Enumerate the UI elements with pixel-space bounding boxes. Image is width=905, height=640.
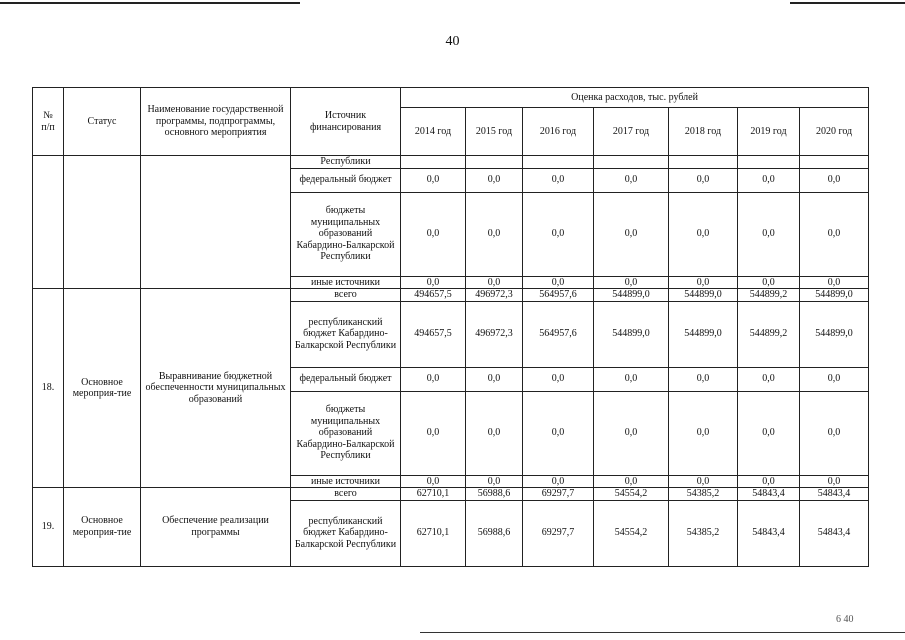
top-rule — [0, 2, 300, 4]
amount-cell: 0,0 — [401, 276, 466, 289]
amount-cell: 62710,1 — [401, 500, 466, 566]
amount-cell: 69297,7 — [523, 488, 594, 501]
amount-cell: 544899,2 — [738, 289, 800, 302]
amount-cell: 496972,3 — [466, 301, 523, 367]
amount-cell: 0,0 — [401, 391, 466, 475]
table-row — [33, 488, 869, 501]
amount-cell: 54843,4 — [800, 488, 869, 501]
funding-source: всего — [291, 289, 401, 302]
amount-cell — [401, 156, 466, 169]
amount-cell: 54385,2 — [669, 488, 738, 501]
amount-cell: 54843,4 — [800, 500, 869, 566]
amount-cell — [523, 156, 594, 169]
header-source: Источник финансирования — [291, 88, 401, 156]
amount-cell: 54554,2 — [594, 500, 669, 566]
header-num: № п/п — [33, 88, 64, 156]
amount-cell: 0,0 — [738, 168, 800, 192]
header-year: 2017 год — [594, 108, 669, 156]
amount-cell: 544899,0 — [669, 289, 738, 302]
row-status: Основное мероприя-тие — [64, 289, 141, 488]
header-year: 2015 год — [466, 108, 523, 156]
amount-cell: 544899,0 — [594, 301, 669, 367]
amount-cell: 0,0 — [669, 276, 738, 289]
page-number: 40 — [445, 34, 460, 49]
amount-cell: 69297,7 — [523, 500, 594, 566]
top-rule-right — [790, 2, 905, 4]
header-year: 2020 год — [800, 108, 869, 156]
amount-cell: 494657,5 — [401, 301, 466, 367]
table-row — [33, 289, 869, 302]
amount-cell: 0,0 — [523, 367, 594, 391]
row-program-name: Обеспечение реализации программы — [141, 488, 291, 567]
amount-cell: 54843,4 — [738, 500, 800, 566]
amount-cell: 0,0 — [738, 391, 800, 475]
header-year: 2019 год — [738, 108, 800, 156]
amount-cell: 0,0 — [594, 367, 669, 391]
funding-source: федеральный бюджет — [291, 168, 401, 192]
row-status — [64, 156, 141, 289]
amount-cell: 544899,0 — [800, 289, 869, 302]
amount-cell: 0,0 — [594, 168, 669, 192]
amount-cell: 0,0 — [669, 475, 738, 488]
header-year: 2016 год — [523, 108, 594, 156]
amount-cell: 0,0 — [594, 276, 669, 289]
amount-cell — [800, 156, 869, 169]
row-program-name — [141, 156, 291, 289]
funding-source: Республики — [291, 156, 401, 169]
funding-source: бюджеты муниципальных образований Кабардино-Балкарской Республики — [291, 391, 401, 475]
row-status: Основное мероприя-тие — [64, 488, 141, 567]
amount-cell: 0,0 — [738, 276, 800, 289]
amount-cell: 54385,2 — [669, 500, 738, 566]
amount-cell: 62710,1 — [401, 488, 466, 501]
amount-cell: 0,0 — [466, 192, 523, 276]
amount-cell: 0,0 — [523, 475, 594, 488]
funding-source: республиканский бюджет Кабардино-Балкарской Республики — [291, 301, 401, 367]
amount-cell: 0,0 — [669, 168, 738, 192]
footer-mark: 6 40 — [836, 614, 854, 625]
funding-source: республиканский бюджет Кабардино-Балкарской Республики — [291, 500, 401, 566]
funding-source: иные источники — [291, 475, 401, 488]
amount-cell: 0,0 — [738, 367, 800, 391]
amount-cell: 56988,6 — [466, 500, 523, 566]
amount-cell: 0,0 — [800, 475, 869, 488]
amount-cell: 0,0 — [401, 475, 466, 488]
amount-cell: 0,0 — [523, 168, 594, 192]
header-status: Статус — [64, 88, 141, 156]
amount-cell: 0,0 — [523, 192, 594, 276]
amount-cell: 0,0 — [466, 276, 523, 289]
amount-cell: 0,0 — [594, 475, 669, 488]
bottom-rule — [420, 632, 905, 633]
amount-cell — [669, 156, 738, 169]
amount-cell: 0,0 — [466, 168, 523, 192]
amount-cell: 0,0 — [401, 168, 466, 192]
funding-source: всего — [291, 488, 401, 501]
table-row — [33, 156, 869, 169]
amount-cell: 544899,0 — [594, 289, 669, 302]
amount-cell: 0,0 — [800, 276, 869, 289]
amount-cell: 0,0 — [738, 192, 800, 276]
amount-cell: 496972,3 — [466, 289, 523, 302]
amount-cell: 0,0 — [669, 192, 738, 276]
funding-source: федеральный бюджет — [291, 367, 401, 391]
amount-cell: 0,0 — [800, 192, 869, 276]
row-number: 19. — [33, 488, 64, 567]
funding-source: иные источники — [291, 276, 401, 289]
amount-cell: 0,0 — [669, 391, 738, 475]
table-header — [33, 88, 869, 156]
amount-cell: 0,0 — [401, 192, 466, 276]
amount-cell: 0,0 — [466, 367, 523, 391]
amount-cell: 564957,6 — [523, 289, 594, 302]
amount-cell: 564957,6 — [523, 301, 594, 367]
row-number — [33, 156, 64, 289]
amount-cell: 0,0 — [800, 168, 869, 192]
table-body — [33, 156, 869, 567]
amount-cell — [738, 156, 800, 169]
amount-cell: 0,0 — [669, 367, 738, 391]
row-number: 18. — [33, 289, 64, 488]
amount-cell: 0,0 — [523, 276, 594, 289]
amount-cell: 0,0 — [523, 391, 594, 475]
funding-source: бюджеты муниципальных образований Кабардино-Балкарской Республики — [291, 192, 401, 276]
amount-cell: 0,0 — [401, 367, 466, 391]
amount-cell — [594, 156, 669, 169]
amount-cell: 54554,2 — [594, 488, 669, 501]
amount-cell: 0,0 — [466, 391, 523, 475]
amount-cell: 0,0 — [594, 391, 669, 475]
header-year: 2018 год — [669, 108, 738, 156]
header-year: 2014 год — [401, 108, 466, 156]
amount-cell: 54843,4 — [738, 488, 800, 501]
amount-cell: 494657,5 — [401, 289, 466, 302]
row-program-name: Выравнивание бюджетной обеспеченности муниципальных образований — [141, 289, 291, 488]
budget-table — [32, 87, 869, 567]
amount-cell: 0,0 — [594, 192, 669, 276]
amount-cell: 56988,6 — [466, 488, 523, 501]
header-estimate: Оценка расходов, тыс. рублей — [401, 88, 869, 108]
amount-cell: 0,0 — [738, 475, 800, 488]
amount-cell: 544899,0 — [669, 301, 738, 367]
header-name: Наименование государственной программы, подпрограммы, основного мероприятия — [141, 88, 291, 156]
amount-cell — [466, 156, 523, 169]
amount-cell: 0,0 — [800, 367, 869, 391]
amount-cell: 0,0 — [466, 475, 523, 488]
amount-cell: 544899,2 — [738, 301, 800, 367]
amount-cell: 0,0 — [800, 391, 869, 475]
amount-cell: 544899,0 — [800, 301, 869, 367]
